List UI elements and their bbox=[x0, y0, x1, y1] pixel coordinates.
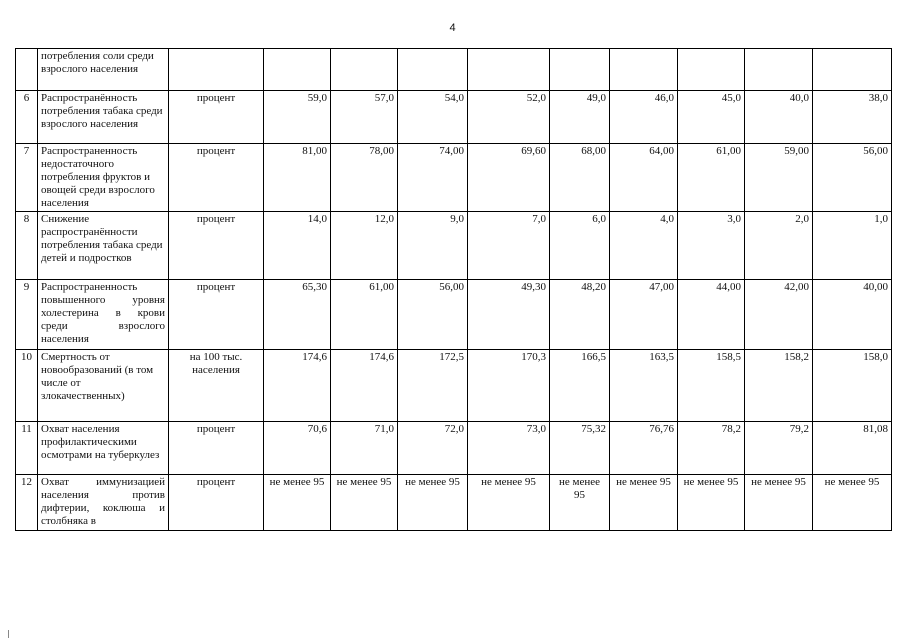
value-cell: 47,00 bbox=[610, 280, 678, 350]
value-cell: 163,5 bbox=[610, 350, 678, 422]
value-cell: 3,0 bbox=[678, 212, 745, 280]
value-cell: 48,20 bbox=[550, 280, 610, 350]
unit-cell: процент bbox=[169, 91, 264, 144]
value-cell: 1,0 bbox=[813, 212, 892, 280]
value-cell: не менее 95 bbox=[745, 475, 813, 531]
value-cell: 38,0 bbox=[813, 91, 892, 144]
indicator-name: Смертность от новообразований (в том числе от злокачественных) bbox=[38, 350, 169, 422]
indicator-name: потребления соли среди взрослого населения bbox=[38, 49, 169, 91]
row-number: 11 bbox=[16, 422, 38, 475]
indicator-name: Распространённость потребления табака среди взрослого населения bbox=[38, 91, 169, 144]
table-row bbox=[16, 91, 892, 144]
unit-cell: процент bbox=[169, 475, 264, 531]
value-cell: 40,00 bbox=[813, 280, 892, 350]
value-cell: 68,00 bbox=[550, 144, 610, 212]
scan-edge-mark bbox=[8, 630, 9, 638]
unit-cell: процент bbox=[169, 280, 264, 350]
value-cell: не менее 95 bbox=[610, 475, 678, 531]
value-cell: 49,0 bbox=[550, 91, 610, 144]
value-cell: 49,30 bbox=[468, 280, 550, 350]
value-cell: не менее 95 bbox=[550, 475, 610, 531]
page-number: 4 bbox=[449, 22, 456, 34]
value-cell: 73,0 bbox=[468, 422, 550, 475]
value-cell: 45,0 bbox=[678, 91, 745, 144]
value-cell: 78,2 bbox=[678, 422, 745, 475]
indicator-name: Охват иммунизацией населения против дифтерии, коклюша и столбняка в bbox=[38, 475, 169, 531]
value-cell: не менее 95 bbox=[468, 475, 550, 531]
value-cell bbox=[264, 49, 331, 91]
value-cell: 40,0 bbox=[745, 91, 813, 144]
value-cell: 56,00 bbox=[813, 144, 892, 212]
value-cell: 172,5 bbox=[398, 350, 468, 422]
value-cell: не менее 95 bbox=[264, 475, 331, 531]
value-cell bbox=[331, 49, 398, 91]
value-cell: 2,0 bbox=[745, 212, 813, 280]
value-cell bbox=[550, 49, 610, 91]
value-cell: 64,00 bbox=[610, 144, 678, 212]
table-row bbox=[16, 212, 892, 280]
table-row bbox=[16, 350, 892, 422]
value-cell: 14,0 bbox=[264, 212, 331, 280]
value-cell: 7,0 bbox=[468, 212, 550, 280]
unit-cell: процент bbox=[169, 422, 264, 475]
value-cell: 69,60 bbox=[468, 144, 550, 212]
value-cell: 4,0 bbox=[610, 212, 678, 280]
value-cell: не менее 95 bbox=[398, 475, 468, 531]
value-cell: 166,5 bbox=[550, 350, 610, 422]
value-cell: 158,0 bbox=[813, 350, 892, 422]
value-cell: 56,00 bbox=[398, 280, 468, 350]
row-number: 7 bbox=[16, 144, 38, 212]
value-cell: 65,30 bbox=[264, 280, 331, 350]
value-cell: 44,00 bbox=[678, 280, 745, 350]
value-cell: 61,00 bbox=[678, 144, 745, 212]
value-cell: 59,0 bbox=[264, 91, 331, 144]
row-number: 8 bbox=[16, 212, 38, 280]
value-cell: 174,6 bbox=[331, 350, 398, 422]
value-cell: 78,00 bbox=[331, 144, 398, 212]
unit-cell: процент bbox=[169, 144, 264, 212]
table-row bbox=[16, 422, 892, 475]
value-cell: 81,00 bbox=[264, 144, 331, 212]
value-cell: не менее 95 bbox=[813, 475, 892, 531]
value-cell: 46,0 bbox=[610, 91, 678, 144]
value-cell: 81,08 bbox=[813, 422, 892, 475]
indicator-name: Охват населения профилактическими осмотрами на туберкулез bbox=[38, 422, 169, 475]
unit-cell: на 100 тыс. населения bbox=[169, 350, 264, 422]
value-cell: 75,32 bbox=[550, 422, 610, 475]
value-cell: 6,0 bbox=[550, 212, 610, 280]
table-row bbox=[16, 49, 892, 91]
value-cell: не менее 95 bbox=[678, 475, 745, 531]
value-cell bbox=[745, 49, 813, 91]
value-cell: 57,0 bbox=[331, 91, 398, 144]
unit-cell: процент bbox=[169, 212, 264, 280]
value-cell: 52,0 bbox=[468, 91, 550, 144]
value-cell: 54,0 bbox=[398, 91, 468, 144]
indicator-name: Снижение распространённости потребления табака среди детей и подростков bbox=[38, 212, 169, 280]
value-cell bbox=[813, 49, 892, 91]
row-number: 9 bbox=[16, 280, 38, 350]
table-row bbox=[16, 475, 892, 531]
value-cell: 76,76 bbox=[610, 422, 678, 475]
value-cell: 59,00 bbox=[745, 144, 813, 212]
value-cell: 61,00 bbox=[331, 280, 398, 350]
row-number: 6 bbox=[16, 91, 38, 144]
table-row bbox=[16, 144, 892, 212]
unit-cell bbox=[169, 49, 264, 91]
value-cell bbox=[468, 49, 550, 91]
value-cell: 71,0 bbox=[331, 422, 398, 475]
row-number: 10 bbox=[16, 350, 38, 422]
value-cell: 170,3 bbox=[468, 350, 550, 422]
value-cell: 72,0 bbox=[398, 422, 468, 475]
value-cell: 70,6 bbox=[264, 422, 331, 475]
value-cell: 174,6 bbox=[264, 350, 331, 422]
value-cell: 9,0 bbox=[398, 212, 468, 280]
value-cell bbox=[678, 49, 745, 91]
indicators-table bbox=[15, 48, 892, 531]
value-cell bbox=[398, 49, 468, 91]
indicator-name: Распространенность повышенного уровня холестерина в крови среди взрослого населения bbox=[38, 280, 169, 350]
value-cell: 12,0 bbox=[331, 212, 398, 280]
value-cell: 42,00 bbox=[745, 280, 813, 350]
row-number: 12 bbox=[16, 475, 38, 531]
value-cell: 158,5 bbox=[678, 350, 745, 422]
value-cell: 158,2 bbox=[745, 350, 813, 422]
value-cell: не менее 95 bbox=[331, 475, 398, 531]
indicator-name: Распространенность недостаточного потребления фруктов и овощей среди взрослого населения bbox=[38, 144, 169, 212]
value-cell: 74,00 bbox=[398, 144, 468, 212]
row-number bbox=[16, 49, 38, 91]
value-cell bbox=[610, 49, 678, 91]
value-cell: 79,2 bbox=[745, 422, 813, 475]
table-row bbox=[16, 280, 892, 350]
